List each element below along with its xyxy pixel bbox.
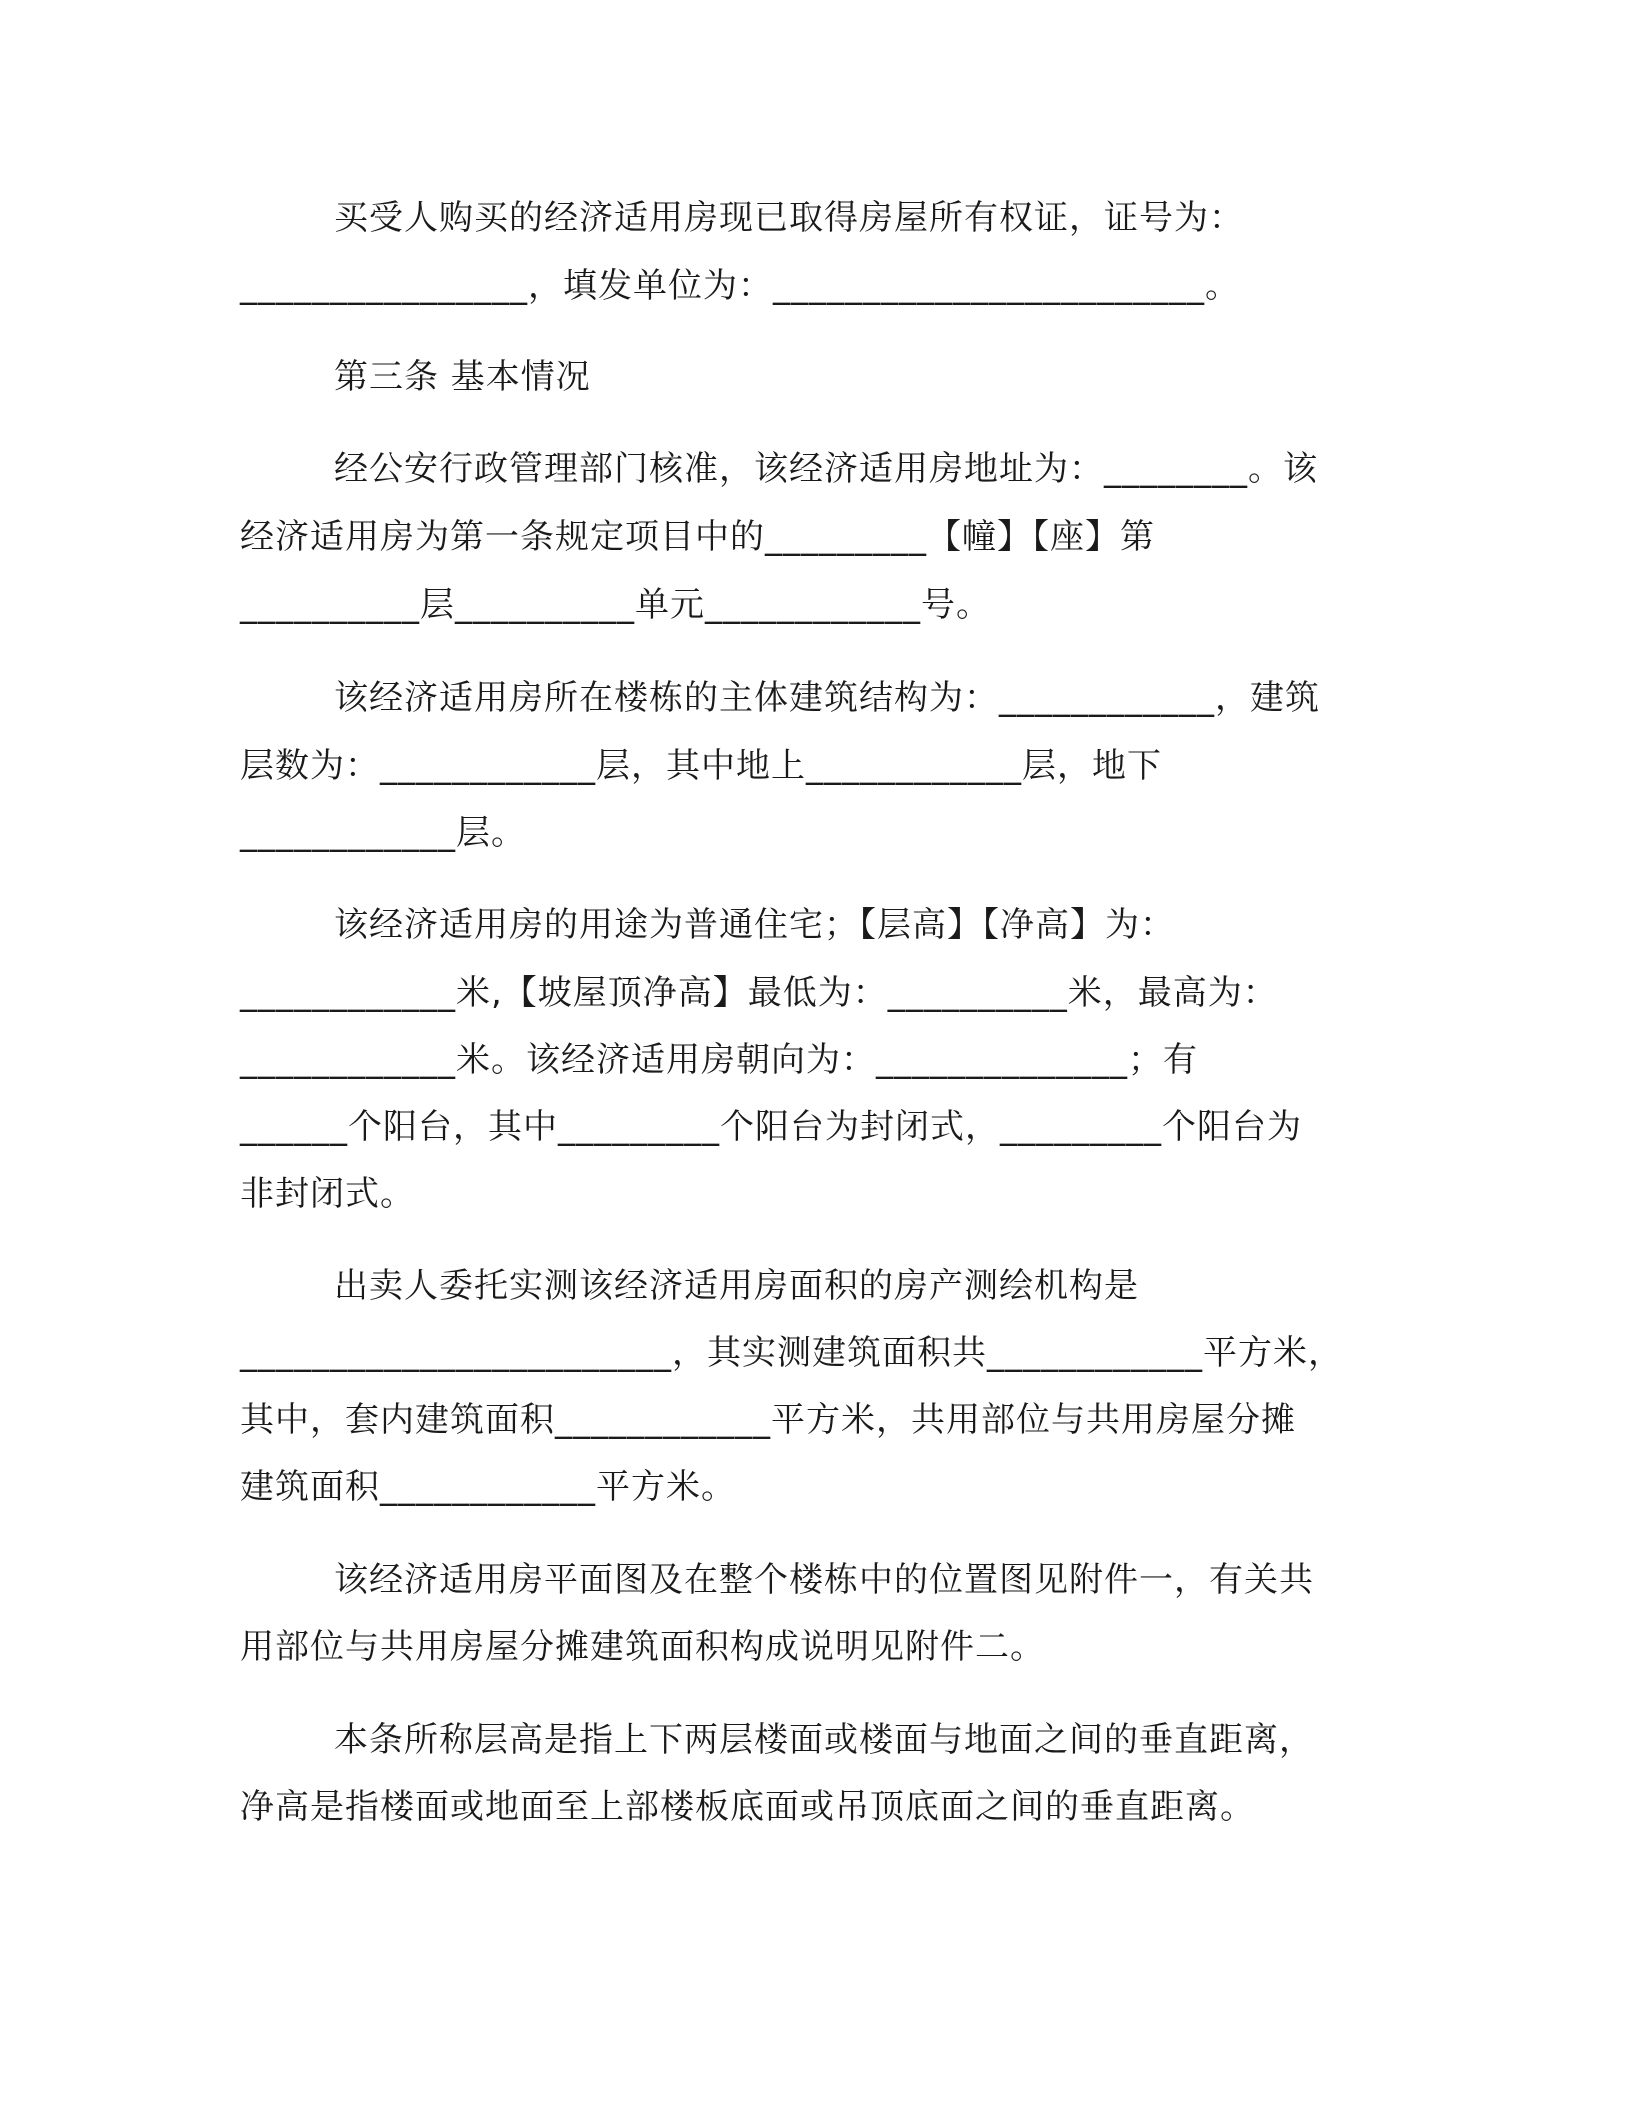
- section-heading: 第三条 基本情况: [334, 357, 591, 397]
- paragraph-structure-line-2: 层数为：____________层，其中地上____________层，地下: [240, 746, 1162, 786]
- paragraph-area-line-1: 出卖人委托实测该经济适用房面积的房产测绘机构是: [334, 1266, 1139, 1306]
- paragraph-usage-line-1: 该经济适用房的用途为普通住宅；【层高】【净高】为：: [334, 905, 1175, 945]
- paragraph-address-line-1: 经公安行政管理部门核准，该经济适用房地址为：________。该: [334, 449, 1318, 489]
- paragraph-certificate-line-2: ________________，填发单位为：________________________。: [240, 266, 1240, 306]
- paragraph-definition-line-1: 本条所称层高是指上下两层楼面或楼面与地面之间的垂直距离，: [334, 1720, 1314, 1760]
- paragraph-definition-line-2: 净高是指楼面或地面至上部楼板底面或吊顶底面之间的垂直距离。: [240, 1787, 1255, 1827]
- paragraph-address-line-3: __________层__________单元____________号。: [240, 585, 991, 625]
- paragraph-certificate-line-1: 买受人购买的经济适用房现已取得房屋所有权证，证号为：: [334, 198, 1244, 238]
- paragraph-area-line-4: 建筑面积____________平方米。: [240, 1467, 736, 1507]
- paragraph-structure-line-3: ____________层。: [240, 813, 526, 853]
- paragraph-attachment-line-2: 用部位与共用房屋分摊建筑面积构成说明见附件二。: [240, 1627, 1045, 1667]
- paragraph-usage-line-2: ____________米,【坡屋顶净高】最低为：__________米，最高为：: [240, 973, 1278, 1013]
- paragraph-address-line-2: 经济适用房为第一条规定项目中的_________【幢】【座】第: [240, 517, 1155, 557]
- paragraph-structure-line-1: 该经济适用房所在楼栋的主体建筑结构为：____________，建筑: [334, 678, 1320, 718]
- paragraph-area-line-2: ________________________，其实测建筑面积共____________平方米，: [240, 1333, 1343, 1373]
- paragraph-usage-line-5: 非封闭式。: [240, 1174, 415, 1214]
- paragraph-usage-line-3: ____________米。该经济适用房朝向为：______________；有: [240, 1040, 1198, 1080]
- paragraph-attachment-line-1: 该经济适用房平面图及在整个楼栋中的位置图见附件一，有关共: [334, 1560, 1314, 1600]
- paragraph-usage-line-4: ______个阳台，其中_________个阳台为封闭式，_________个阳台为: [240, 1107, 1302, 1147]
- paragraph-area-line-3: 其中，套内建筑面积____________平方米，共用部位与共用房屋分摊: [240, 1400, 1296, 1440]
